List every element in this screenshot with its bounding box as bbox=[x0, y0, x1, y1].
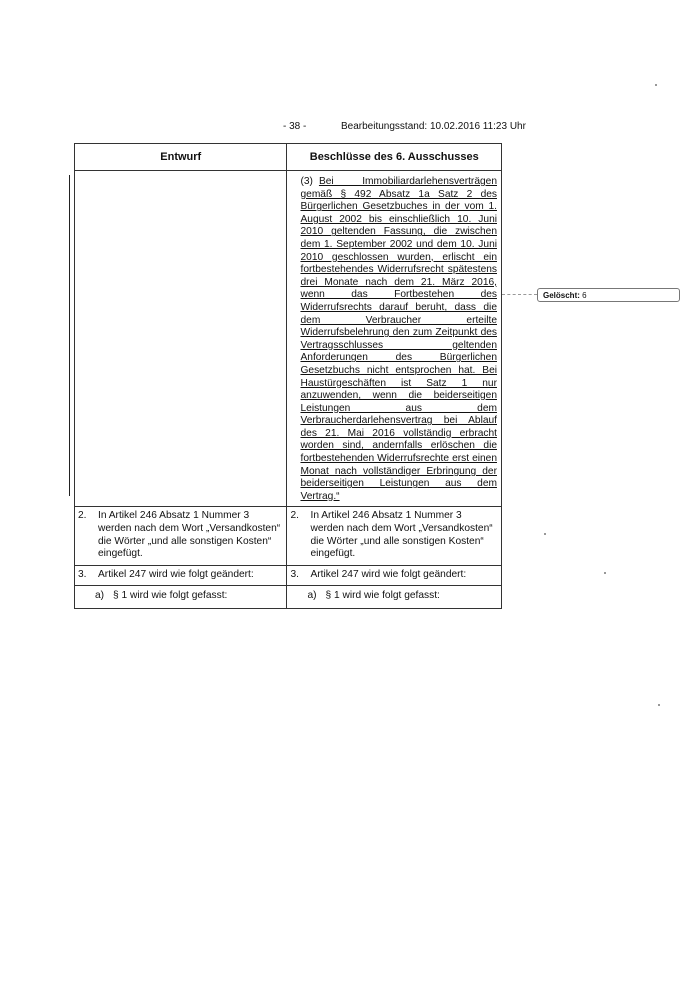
table-header-row bbox=[75, 144, 502, 171]
comment-label: Gelöscht: bbox=[543, 291, 580, 300]
item-number: 3. bbox=[78, 568, 87, 580]
item-3-right-text: Artikel 247 wird wie folgt geändert: bbox=[310, 568, 467, 580]
subitem-letter: a) bbox=[307, 590, 317, 602]
scan-speck bbox=[604, 572, 606, 574]
subitem-letter: a) bbox=[95, 590, 105, 602]
deletion-comment-balloon[interactable] bbox=[537, 288, 680, 302]
item-number: 2. bbox=[290, 510, 299, 522]
page-header bbox=[0, 121, 700, 137]
table-row bbox=[75, 507, 502, 565]
table-row bbox=[75, 171, 502, 507]
comment-value: 6 bbox=[582, 291, 587, 300]
change-bar bbox=[69, 175, 70, 496]
item-number: 3. bbox=[290, 568, 299, 580]
page-number: - 38 - bbox=[283, 121, 307, 132]
paragraph-3-cell bbox=[287, 171, 502, 507]
item-2-left-text: In Artikel 246 Absatz 1 Nummer 3 werden nach dem Wort „Versandkosten“ die Wörter „und alle sonstigen Kosten“ eingefügt. bbox=[98, 510, 281, 560]
scan-speck bbox=[544, 533, 546, 535]
subitem-a-right-text: § 1 wird wie folgt gefasst: bbox=[325, 590, 440, 602]
subitem-a-left-text: § 1 wird wie folgt gefasst: bbox=[113, 590, 228, 602]
empty-left-cell bbox=[75, 171, 287, 507]
column-header-resolution: Beschlüsse des 6. Ausschusses bbox=[287, 144, 502, 171]
table-row bbox=[75, 586, 502, 609]
column-header-draft: Entwurf bbox=[75, 144, 287, 171]
scan-speck bbox=[655, 84, 657, 86]
comment-connector bbox=[502, 294, 537, 295]
item-3-left-text: Artikel 247 wird wie folgt geändert: bbox=[98, 568, 254, 580]
scan-speck bbox=[658, 704, 660, 706]
paragraph-label: (3) bbox=[300, 176, 313, 187]
item-2-right-text: In Artikel 246 Absatz 1 Nummer 3 werden nach dem Wort „Versandkosten“ die Wörter „und alle sonstigen Kosten“ eingefügt. bbox=[310, 510, 493, 560]
edit-status: Bearbeitungsstand: 10.02.2016 11:23 Uhr bbox=[341, 121, 526, 132]
item-number: 2. bbox=[78, 510, 87, 522]
synopsis-table bbox=[74, 143, 502, 609]
paragraph-3-text: Bei Immobiliardarlehensverträgen gemäß § 492 Absatz 1a Satz 2 des Bürgerlichen Gesetzbuches in der vom 1. August 2002 bis einschließlich 10. Juni 2010 geltenden Fassung, die zwischen dem 1. September 2002 und dem 10. Juni 2010 geschlossen wurden, erlischt ein fortbestehendes Widerrufsrecht spätestens drei Monate nach dem 21. März 2016, wenn das Fortbestehen des Widerrufsrechts darauf beruht, dass die dem Verbraucher erteilte Widerrufsbelehrung den zum Zeitpunkt des Vertragsschlusses geltenden Anforderungen des Bürgerlichen Gesetzbuchs nicht entsprochen hat. Bei Haustürgeschäften ist Satz 1 nur anzuwenden, wenn die beiderseitigen Leistungen aus dem Verbraucherdarlehensvertrag bei Ablauf des 21. Mai 2016 vollständig erbracht worden sind, andernfalls erlöschen die fortbestehenden Widerrufsrechte erst einen Monat nach vollständiger Erbringung der beiderseitigen Leistungen aus dem Vertrag.“ bbox=[300, 176, 497, 502]
table-row bbox=[75, 565, 502, 586]
